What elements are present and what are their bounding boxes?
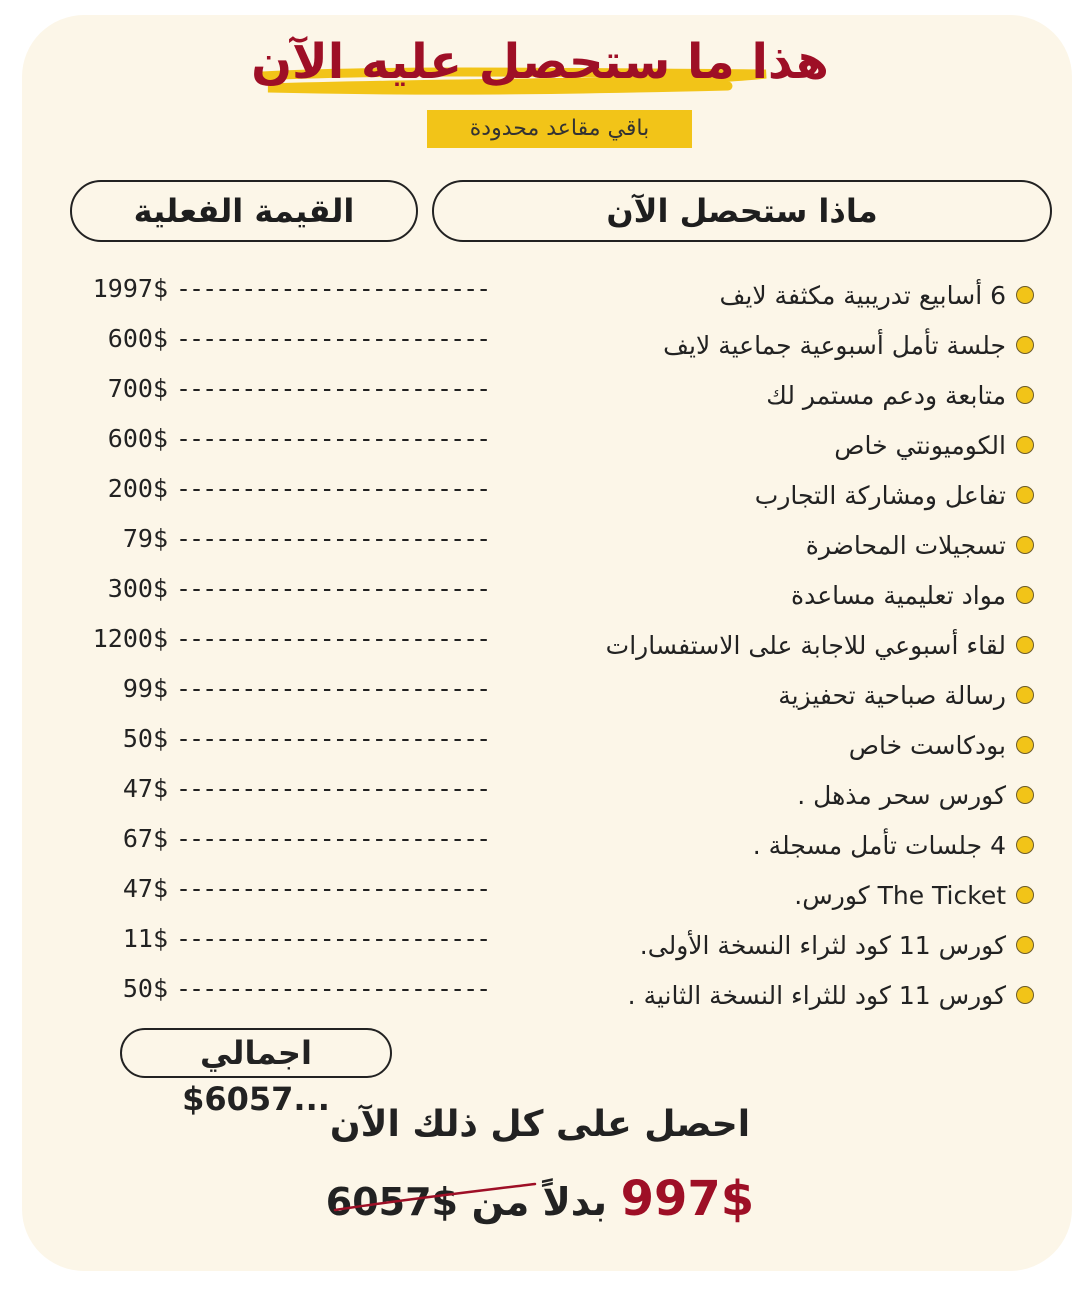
feature-label: تفاعل ومشاركة التجارب <box>754 480 1006 510</box>
cta-headline: احصل على كل ذلك الآن <box>329 1104 751 1145</box>
value-amount: 47$ <box>122 873 168 903</box>
value-amount: 1997$ <box>92 273 168 303</box>
dotted-leader: ------------------------ <box>176 523 490 553</box>
instead-of-label: بدلاً من <box>471 1180 608 1224</box>
bullet-icon <box>1016 936 1034 954</box>
feature-label: جلسة تأمل أسبوعية جماعية لايف <box>663 330 1006 360</box>
bullet-icon <box>1016 686 1034 704</box>
table-row <box>78 813 490 863</box>
table-row <box>78 363 490 413</box>
table-row <box>78 463 490 513</box>
dotted-leader: ------------------------ <box>176 923 490 953</box>
list-item <box>514 420 1034 470</box>
dotted-leader: ------------------------ <box>176 273 490 303</box>
dotted-leader: ------------------------ <box>176 473 490 503</box>
bullet-icon <box>1016 586 1034 604</box>
dotted-leader: ------------------------ <box>176 723 490 753</box>
table-row <box>78 913 490 963</box>
table-row <box>78 613 490 663</box>
feature-label: لقاء أسبوعي للاجابة على الاستفسارات <box>605 630 1006 660</box>
page-title: هذا ما ستحصل عليه الآن <box>251 34 829 90</box>
total-value-badge: اجمالي ...6057$ <box>120 1028 392 1078</box>
list-item <box>514 620 1034 670</box>
value-amount: 200$ <box>107 473 168 503</box>
list-item <box>514 820 1034 870</box>
bullet-icon <box>1016 336 1034 354</box>
dotted-leader: ------------------------ <box>176 673 490 703</box>
feature-label: 6 أسابيع تدريبية مكثفة لايف <box>719 280 1006 310</box>
dotted-leader: ------------------------ <box>176 873 490 903</box>
column-header-actual-value: القيمة الفعلية <box>70 180 418 242</box>
list-item <box>514 770 1034 820</box>
table-row <box>78 413 490 463</box>
old-price-strikethrough <box>0 1180 1000 1220</box>
value-amount: 67$ <box>122 823 168 853</box>
list-item <box>514 870 1034 920</box>
feature-label: 4 جلسات تأمل مسجلة . <box>752 830 1006 860</box>
value-amount: 11$ <box>122 923 168 953</box>
feature-label: مواد تعليمية مساعدة <box>791 580 1006 610</box>
bullet-icon <box>1016 986 1034 1004</box>
bullet-icon <box>1016 386 1034 404</box>
bullet-icon <box>1016 636 1034 654</box>
feature-label: متابعة ودعم مستمر لك <box>766 380 1006 410</box>
old-price: 6057$ <box>325 1180 458 1224</box>
bullet-icon <box>1016 736 1034 754</box>
column-header-what-you-get: ماذا ستحصل الآن <box>432 180 1052 242</box>
bullet-icon <box>1016 836 1034 854</box>
list-item <box>514 720 1034 770</box>
table-row <box>78 263 490 313</box>
bullet-icon <box>1016 886 1034 904</box>
bullet-icon <box>1016 786 1034 804</box>
table-row <box>78 713 490 763</box>
table-row <box>78 563 490 613</box>
table-row <box>78 963 490 1013</box>
value-amount: 300$ <box>107 573 168 603</box>
table-row <box>78 863 490 913</box>
feature-label: كورس 11 كود للثراء النسخة الثانية . <box>627 980 1006 1010</box>
bullet-icon <box>1016 286 1034 304</box>
dotted-leader: ------------------------ <box>176 423 490 453</box>
list-item <box>514 470 1034 520</box>
bullet-icon <box>1016 436 1034 454</box>
dotted-leader: ------------------------ <box>176 573 490 603</box>
table-row <box>78 513 490 563</box>
value-amount: 50$ <box>122 723 168 753</box>
value-amount: 79$ <box>122 523 168 553</box>
list-item <box>514 520 1034 570</box>
table-row <box>78 663 490 713</box>
table-row <box>78 763 490 813</box>
feature-label: The Ticket كورس. <box>794 880 1006 910</box>
value-amount: 600$ <box>107 423 168 453</box>
value-amount: 99$ <box>122 673 168 703</box>
list-item <box>514 270 1034 320</box>
value-amount: 1200$ <box>92 623 168 653</box>
bullet-icon <box>1016 486 1034 504</box>
limited-seats-badge: باقي مقاعد محدودة <box>427 110 692 148</box>
value-amount: 50$ <box>122 973 168 1003</box>
dotted-leader: ------------------------ <box>176 623 490 653</box>
feature-label: كورس سحر مذهل . <box>797 780 1006 810</box>
feature-label: بودكاست خاص <box>848 730 1006 760</box>
dotted-leader: ------------------------ <box>176 373 490 403</box>
list-item <box>514 370 1034 420</box>
feature-label: الكوميونتي خاص <box>834 430 1006 460</box>
value-list <box>78 263 490 1013</box>
list-item <box>514 320 1034 370</box>
value-amount: 700$ <box>107 373 168 403</box>
table-row <box>78 313 490 363</box>
feature-label: كورس 11 كود لثراء النسخة الأولى. <box>639 930 1006 960</box>
value-amount: 600$ <box>107 323 168 353</box>
list-item <box>514 670 1034 720</box>
dotted-leader: ------------------------ <box>176 973 490 1003</box>
list-item <box>514 970 1034 1020</box>
dotted-leader: ------------------------ <box>176 323 490 353</box>
feature-label: رسالة صباحية تحفيزية <box>778 680 1006 710</box>
list-item <box>514 570 1034 620</box>
dotted-leader: ------------------------ <box>176 823 490 853</box>
value-amount: 47$ <box>122 773 168 803</box>
list-item <box>514 920 1034 970</box>
feature-label: تسجيلات المحاضرة <box>805 530 1006 560</box>
dotted-leader: ------------------------ <box>176 773 490 803</box>
feature-list <box>514 270 1034 1020</box>
bullet-icon <box>1016 536 1034 554</box>
new-price: 997$ <box>620 1171 755 1227</box>
